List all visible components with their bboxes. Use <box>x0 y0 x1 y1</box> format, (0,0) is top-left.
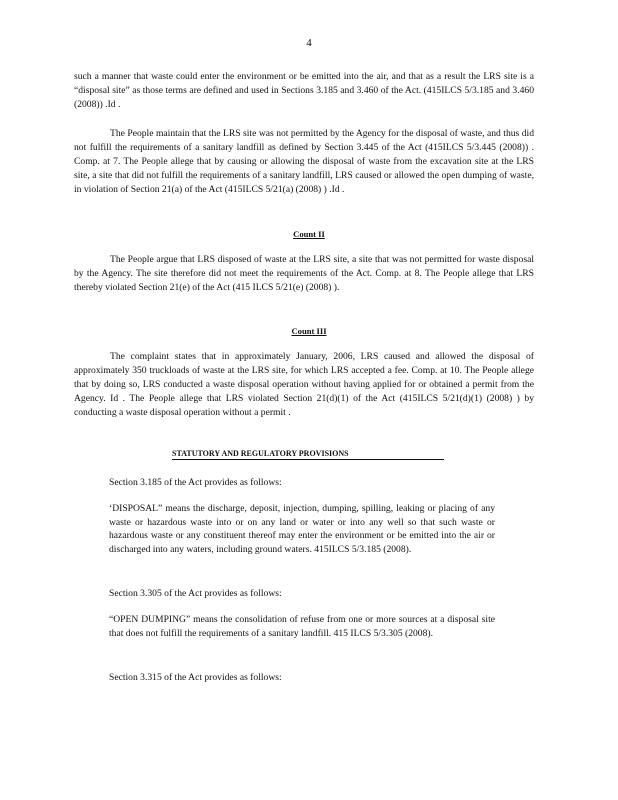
paragraph-people-argue: The People argue that LRS disposed of waste at the LRS site, a site that was not permitted for waste disposal by the Agency. The site therefore did not meet the requirements of the Act. Comp. at 8. The People allege that LRS thereby violated Section 21(e) of the Act (415 ILCS 5/21(e) (2008) ). <box>74 254 534 293</box>
disposal-definition-quote: ‘DISPOSAL” means the discharge, deposit, injection, dumping, spilling, leaking or placing of any waste or hazardous waste into or on any land or water or into any well so that such waste or hazardous waste or any constituent thereof may enter the environment or be emitted into the air or discharged into any waters, including ground waters. 415ILCS 5/3.185 (2008). <box>109 503 495 555</box>
count-three-heading: Count III <box>291 326 327 336</box>
statutory-provisions-heading: STATUTORY AND REGULATORY PROVISIONS <box>172 449 444 460</box>
section-3305-intro: Section 3.305 of the Act provides as follows: <box>109 588 282 599</box>
paragraph-complaint-states: The complaint states that in approximately January, 2006, LRS caused and allowed the disposal of approximately 350 truckloads of waste at the LRS site, for which LRS accepted a fee. Comp. at 10. The People allege that by doing so, LRS conducted a waste disposal operation without having applied for or obtained a permit from the Agency. Id . The People allege that LRS violated Section 21(d)(1) of the Act (415ILCS 5/21(d)(1) (2008) ) by conducting a waste disposal operation without a permit . <box>74 351 534 418</box>
paragraph-people-maintain: The People maintain that the LRS site was not permitted by the Agency for the disposal of waste, and thus did not fulfill the requirements of a sanitary landfill as defined by Section 3.445 of the Act (415ILCS 5/3.445 (2008)) . Comp. at 7. The People allege that by causing or allowing the disposal of waste from the excavation site at the LRS site, a site that did not fulfill the requirements of a sanitary landfill, LRS caused or allowed the open dumping of waste, in violation of Section 21(a) of the Act (415ILCS 5/21(a) (2008) ) .Id . <box>74 128 534 195</box>
section-3185-intro: Section 3.185 of the Act provides as follows: <box>109 477 282 488</box>
paragraph-continued: such a manner that waste could enter the environment or be emitted into the air, and that as a result the LRS site is a “disposal site” as those terms are defined and used in Sections 3.185 and 3.460 of the Act. (415ILCS 5/3.185 and 3.460 (2008)) .Id . <box>74 71 534 110</box>
section-3315-intro: Section 3.315 of the Act provides as follows: <box>109 672 282 683</box>
page-number: 4 <box>306 37 312 49</box>
count-two-heading: Count II <box>293 229 325 239</box>
open-dumping-definition-quote: “OPEN DUMPING” means the consolidation of refuse from one or more sources at a disposal site that does not fulfill the requirements of a sanitary landfill. 415 ILCS 5/3.305 (2008). <box>109 614 495 639</box>
